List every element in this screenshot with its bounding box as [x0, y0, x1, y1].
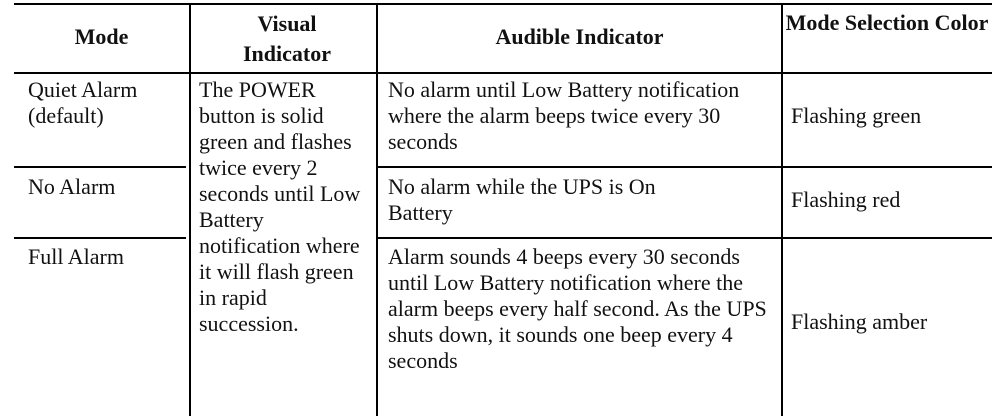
selection-cell-no-alarm: Flashing red — [791, 187, 901, 212]
visual-indicator-cell: The POWER button is solid green and flashes twice every 2 seconds until Low Battery notification where it will flash green in rapid succession. — [199, 77, 361, 336]
selection-cell-quiet-alarm: Flashing green — [791, 103, 922, 128]
selection-cell-full-alarm: Flashing amber — [791, 309, 928, 334]
row-divider-1-right — [378, 166, 992, 168]
audible-cell-full-alarm: Alarm sounds 4 beeps every 30 seconds until Low Battery notification where the alarm beeps every half second. As the UPS shuts down, it sounds one beep every 4 seconds — [388, 244, 767, 373]
header-visual-indicator: Visual Indicator — [243, 11, 331, 66]
col-divider-2 — [376, 3, 378, 416]
table-top-border — [14, 3, 992, 5]
col-divider-1 — [189, 3, 191, 416]
row-divider-2-mode — [14, 237, 186, 239]
audible-cell-quiet-alarm: No alarm until Low Battery notification where the alarm beeps twice every 30 seconds — [388, 77, 740, 154]
header-audible-indicator: Audible Indicator — [495, 24, 664, 49]
mode-cell-full-alarm: Full Alarm — [28, 244, 124, 269]
row-divider-1-mode — [14, 166, 186, 168]
row-divider-2-right — [378, 237, 992, 239]
mode-cell-no-alarm: No Alarm — [28, 174, 116, 199]
audible-cell-no-alarm: No alarm while the UPS is On Battery — [388, 174, 656, 225]
mode-cell-quiet-alarm: Quiet Alarm (default) — [28, 77, 138, 128]
col-divider-3 — [781, 3, 783, 416]
header-mode-selection-color: Mode Selection Color — [785, 10, 989, 35]
header-divider — [14, 72, 992, 74]
header-mode: Mode — [74, 24, 129, 49]
